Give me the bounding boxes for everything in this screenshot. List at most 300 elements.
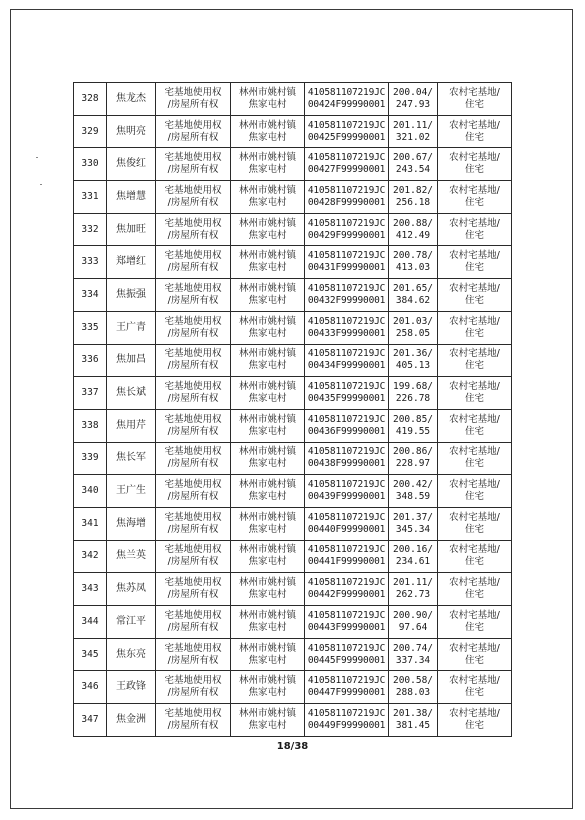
area-line: 384.62 xyxy=(395,294,431,306)
unit-code-line: 410581107219JC xyxy=(307,479,386,491)
area-line: 200.88/ xyxy=(392,217,434,229)
usage-line: 住宅 xyxy=(464,654,484,666)
area-line: 405.13 xyxy=(395,360,431,372)
unit-code-line: 410581107219JC xyxy=(307,381,386,393)
area-line: 200.67/ xyxy=(392,152,434,164)
row-number-line: 344 xyxy=(81,615,99,627)
right-type-line: 宅基地使用权 xyxy=(164,217,222,229)
table-row xyxy=(74,638,512,671)
location-cell xyxy=(231,344,305,377)
row-number-line: 335 xyxy=(81,321,99,333)
unit-code-line: 410581107219JC xyxy=(307,544,386,556)
owner-name-cell xyxy=(107,311,156,344)
usage-cell xyxy=(438,279,512,312)
row-number-cell xyxy=(74,507,107,540)
location-cell xyxy=(231,409,305,442)
right-type-line: /房屋所有权 xyxy=(167,425,219,437)
right-type-cell xyxy=(156,409,231,442)
row-number-line: 345 xyxy=(81,648,99,660)
usage-cell xyxy=(438,442,512,475)
owner-name-cell xyxy=(107,606,156,639)
usage-line: 住宅 xyxy=(464,687,484,699)
row-number-line: 337 xyxy=(81,387,99,399)
area-line: 200.86/ xyxy=(392,446,434,458)
location-line: 林州市姚村镇 xyxy=(238,315,296,327)
owner-name-cell xyxy=(107,638,156,671)
right-type-line: 宅基地使用权 xyxy=(164,577,222,589)
right-type-line: /房屋所有权 xyxy=(167,164,219,176)
table-row xyxy=(74,671,512,704)
owner-name-cell xyxy=(107,671,156,704)
right-type-line: /房屋所有权 xyxy=(167,458,219,470)
row-number-cell xyxy=(74,213,107,246)
area-line: 201.38/ xyxy=(392,707,434,719)
right-type-line: 宅基地使用权 xyxy=(164,609,222,621)
unit-code-line: 410581107219JC xyxy=(307,446,386,458)
usage-line: 住宅 xyxy=(464,425,484,437)
table-body xyxy=(74,83,512,737)
right-type-cell xyxy=(156,540,231,573)
row-number-cell xyxy=(74,311,107,344)
usage-line: 住宅 xyxy=(464,491,484,503)
usage-line: 农村宅基地/ xyxy=(449,675,500,687)
row-number-cell xyxy=(74,377,107,410)
unit-code-line: 00434F99990001 xyxy=(307,360,386,372)
usage-line: 农村宅基地/ xyxy=(449,282,500,294)
area-cell xyxy=(389,181,438,214)
unit-code-cell xyxy=(305,409,389,442)
area-line: 256.18 xyxy=(395,196,431,208)
area-line: 200.16/ xyxy=(392,544,434,556)
location-line: 焦家屯村 xyxy=(248,196,287,208)
area-line: 228.97 xyxy=(395,458,431,470)
location-line: 林州市姚村镇 xyxy=(238,250,296,262)
usage-line: 住宅 xyxy=(464,294,484,306)
usage-line: 农村宅基地/ xyxy=(449,544,500,556)
area-line: 234.61 xyxy=(395,556,431,568)
unit-code-line: 410581107219JC xyxy=(307,250,386,262)
usage-line: 住宅 xyxy=(464,621,484,633)
area-line: 201.36/ xyxy=(392,348,434,360)
location-line: 焦家屯村 xyxy=(248,523,287,535)
table-row xyxy=(74,246,512,279)
table-row xyxy=(74,606,512,639)
right-type-cell xyxy=(156,475,231,508)
owner-name-line: 焦明亮 xyxy=(116,125,146,137)
unit-code-line: 410581107219JC xyxy=(307,119,386,131)
right-type-line: 宅基地使用权 xyxy=(164,479,222,491)
usage-cell xyxy=(438,573,512,606)
location-cell xyxy=(231,606,305,639)
location-line: 林州市姚村镇 xyxy=(238,152,296,164)
table-row xyxy=(74,409,512,442)
unit-code-line: 00436F99990001 xyxy=(307,425,386,437)
location-cell xyxy=(231,311,305,344)
table-row xyxy=(74,148,512,181)
right-type-line: /房屋所有权 xyxy=(167,327,219,339)
table-row xyxy=(74,279,512,312)
row-number-cell xyxy=(74,279,107,312)
usage-cell xyxy=(438,704,512,737)
right-type-cell xyxy=(156,148,231,181)
location-line: 焦家屯村 xyxy=(248,164,287,176)
location-line: 林州市姚村镇 xyxy=(238,707,296,719)
owner-name-line: 焦用芹 xyxy=(116,419,146,431)
area-line: 200.74/ xyxy=(392,642,434,654)
usage-cell xyxy=(438,344,512,377)
area-line: 201.37/ xyxy=(392,511,434,523)
owner-name-cell xyxy=(107,442,156,475)
location-line: 焦家屯村 xyxy=(248,131,287,143)
area-cell xyxy=(389,507,438,540)
unit-code-line: 00428F99990001 xyxy=(307,196,386,208)
unit-code-cell xyxy=(305,704,389,737)
unit-code-line: 410581107219JC xyxy=(307,675,386,687)
right-type-line: 宅基地使用权 xyxy=(164,119,222,131)
area-cell xyxy=(389,704,438,737)
usage-line: 住宅 xyxy=(464,164,484,176)
owner-name-cell xyxy=(107,344,156,377)
location-line: 林州市姚村镇 xyxy=(238,609,296,621)
unit-code-line: 410581107219JC xyxy=(307,282,386,294)
unit-code-line: 00427F99990001 xyxy=(307,164,386,176)
row-number-line: 334 xyxy=(81,288,99,300)
unit-code-cell xyxy=(305,638,389,671)
table-row xyxy=(74,475,512,508)
unit-code-line: 00441F99990001 xyxy=(307,556,386,568)
area-line: 200.58/ xyxy=(392,675,434,687)
usage-line: 住宅 xyxy=(464,556,484,568)
scan-speck xyxy=(36,157,38,158)
area-line: 97.64 xyxy=(398,621,428,633)
owner-name-line: 焦金洲 xyxy=(116,713,146,725)
table-row xyxy=(74,213,512,246)
location-line: 林州市姚村镇 xyxy=(238,217,296,229)
area-line: 243.54 xyxy=(395,164,431,176)
unit-code-cell xyxy=(305,311,389,344)
owner-name-line: 焦振强 xyxy=(116,288,146,300)
usage-line: 住宅 xyxy=(464,458,484,470)
right-type-line: /房屋所有权 xyxy=(167,294,219,306)
area-line: 413.03 xyxy=(395,262,431,274)
area-line: 381.45 xyxy=(395,719,431,731)
location-line: 焦家屯村 xyxy=(248,654,287,666)
location-line: 林州市姚村镇 xyxy=(238,446,296,458)
row-number-line: 330 xyxy=(81,158,99,170)
owner-name-cell xyxy=(107,409,156,442)
unit-code-line: 00440F99990001 xyxy=(307,523,386,535)
right-type-line: 宅基地使用权 xyxy=(164,413,222,425)
row-number-line: 328 xyxy=(81,92,99,104)
usage-cell xyxy=(438,638,512,671)
row-number-line: 332 xyxy=(81,223,99,235)
owner-name-line: 郑增红 xyxy=(116,256,146,268)
right-type-line: 宅基地使用权 xyxy=(164,642,222,654)
usage-line: 农村宅基地/ xyxy=(449,511,500,523)
owner-name-cell xyxy=(107,213,156,246)
owner-name-line: 焦海增 xyxy=(116,517,146,529)
table-row xyxy=(74,344,512,377)
table-row xyxy=(74,311,512,344)
table-row xyxy=(74,507,512,540)
area-line: 258.05 xyxy=(395,327,431,339)
unit-code-line: 00438F99990001 xyxy=(307,458,386,470)
usage-cell xyxy=(438,409,512,442)
owner-name-line: 王政锋 xyxy=(116,681,146,693)
unit-code-line: 410581107219JC xyxy=(307,413,386,425)
usage-line: 住宅 xyxy=(464,262,484,274)
owner-name-line: 焦龙杰 xyxy=(116,92,146,104)
location-line: 焦家屯村 xyxy=(248,327,287,339)
area-line: 201.11/ xyxy=(392,119,434,131)
owner-name-cell xyxy=(107,507,156,540)
unit-code-line: 00443F99990001 xyxy=(307,621,386,633)
unit-code-line: 410581107219JC xyxy=(307,642,386,654)
page-number: 18/38 xyxy=(276,741,309,752)
usage-line: 住宅 xyxy=(464,131,484,143)
right-type-cell xyxy=(156,181,231,214)
row-number-cell xyxy=(74,606,107,639)
right-type-line: /房屋所有权 xyxy=(167,393,219,405)
area-line: 200.04/ xyxy=(392,86,434,98)
right-type-line: 宅基地使用权 xyxy=(164,381,222,393)
unit-code-line: 410581107219JC xyxy=(307,707,386,719)
unit-code-line: 410581107219JC xyxy=(307,609,386,621)
owner-name-cell xyxy=(107,475,156,508)
area-line: 200.42/ xyxy=(392,479,434,491)
usage-line: 住宅 xyxy=(464,229,484,241)
unit-code-cell xyxy=(305,181,389,214)
usage-line: 农村宅基地/ xyxy=(449,348,500,360)
area-cell xyxy=(389,213,438,246)
unit-code-cell xyxy=(305,115,389,148)
unit-code-line: 410581107219JC xyxy=(307,152,386,164)
owner-name-line: 焦苏凤 xyxy=(116,583,146,595)
location-line: 焦家屯村 xyxy=(248,98,287,110)
row-number-line: 340 xyxy=(81,485,99,497)
unit-code-line: 00432F99990001 xyxy=(307,294,386,306)
owner-name-line: 焦长斌 xyxy=(116,387,146,399)
right-type-line: 宅基地使用权 xyxy=(164,152,222,164)
location-cell xyxy=(231,246,305,279)
table-row xyxy=(74,442,512,475)
unit-code-line: 00431F99990001 xyxy=(307,262,386,274)
usage-line: 农村宅基地/ xyxy=(449,707,500,719)
right-type-line: /房屋所有权 xyxy=(167,523,219,535)
location-line: 焦家屯村 xyxy=(248,687,287,699)
unit-code-cell xyxy=(305,442,389,475)
owner-name-line: 王广青 xyxy=(116,321,146,333)
right-type-cell xyxy=(156,507,231,540)
owner-name-line: 焦俊红 xyxy=(116,158,146,170)
row-number-cell xyxy=(74,181,107,214)
area-cell xyxy=(389,311,438,344)
unit-code-cell xyxy=(305,279,389,312)
area-cell xyxy=(389,279,438,312)
right-type-cell xyxy=(156,704,231,737)
row-number-line: 338 xyxy=(81,419,99,431)
usage-cell xyxy=(438,83,512,116)
row-number-cell xyxy=(74,442,107,475)
area-cell xyxy=(389,409,438,442)
usage-line: 住宅 xyxy=(464,393,484,405)
unit-code-cell xyxy=(305,475,389,508)
owner-name-cell xyxy=(107,148,156,181)
location-line: 林州市姚村镇 xyxy=(238,184,296,196)
location-cell xyxy=(231,213,305,246)
usage-line: 农村宅基地/ xyxy=(449,152,500,164)
owner-name-cell xyxy=(107,246,156,279)
unit-code-line: 00429F99990001 xyxy=(307,229,386,241)
location-cell xyxy=(231,671,305,704)
location-cell xyxy=(231,148,305,181)
owner-name-cell xyxy=(107,377,156,410)
usage-cell xyxy=(438,606,512,639)
location-cell xyxy=(231,279,305,312)
unit-code-line: 00424F99990001 xyxy=(307,98,386,110)
location-line: 焦家屯村 xyxy=(248,425,287,437)
usage-line: 农村宅基地/ xyxy=(449,413,500,425)
usage-line: 住宅 xyxy=(464,327,484,339)
usage-line: 农村宅基地/ xyxy=(449,446,500,458)
location-line: 林州市姚村镇 xyxy=(238,577,296,589)
area-line: 262.73 xyxy=(395,589,431,601)
owner-name-cell xyxy=(107,83,156,116)
right-type-line: 宅基地使用权 xyxy=(164,446,222,458)
owner-name-line: 焦兰英 xyxy=(116,550,146,562)
area-cell xyxy=(389,540,438,573)
scan-speck xyxy=(40,184,42,185)
row-number-line: 347 xyxy=(81,713,99,725)
unit-code-line: 00449F99990001 xyxy=(307,719,386,731)
usage-line: 住宅 xyxy=(464,196,484,208)
owner-name-line: 焦东亮 xyxy=(116,648,146,660)
area-line: 201.65/ xyxy=(392,282,434,294)
unit-code-line: 00445F99990001 xyxy=(307,654,386,666)
location-cell xyxy=(231,704,305,737)
unit-code-cell xyxy=(305,83,389,116)
row-number-cell xyxy=(74,475,107,508)
area-cell xyxy=(389,638,438,671)
unit-code-line: 00442F99990001 xyxy=(307,589,386,601)
row-number-line: 343 xyxy=(81,583,99,595)
right-type-line: 宅基地使用权 xyxy=(164,86,222,98)
row-number-line: 346 xyxy=(81,681,99,693)
area-line: 200.78/ xyxy=(392,250,434,262)
area-cell xyxy=(389,573,438,606)
location-cell xyxy=(231,573,305,606)
right-type-line: /房屋所有权 xyxy=(167,556,219,568)
usage-line: 农村宅基地/ xyxy=(449,184,500,196)
row-number-line: 339 xyxy=(81,452,99,464)
table-row xyxy=(74,704,512,737)
row-number-cell xyxy=(74,671,107,704)
area-cell xyxy=(389,606,438,639)
location-line: 焦家屯村 xyxy=(248,621,287,633)
location-cell xyxy=(231,83,305,116)
row-number-line: 333 xyxy=(81,256,99,268)
unit-code-line: 410581107219JC xyxy=(307,86,386,98)
location-line: 林州市姚村镇 xyxy=(238,86,296,98)
location-line: 焦家屯村 xyxy=(248,491,287,503)
usage-line: 住宅 xyxy=(464,98,484,110)
right-type-cell xyxy=(156,606,231,639)
location-line: 林州市姚村镇 xyxy=(238,642,296,654)
unit-code-cell xyxy=(305,606,389,639)
owner-name-line: 焦加昌 xyxy=(116,354,146,366)
right-type-line: /房屋所有权 xyxy=(167,360,219,372)
right-type-line: /房屋所有权 xyxy=(167,196,219,208)
location-line: 林州市姚村镇 xyxy=(238,511,296,523)
usage-line: 住宅 xyxy=(464,360,484,372)
location-cell xyxy=(231,181,305,214)
usage-line: 农村宅基地/ xyxy=(449,315,500,327)
location-cell xyxy=(231,377,305,410)
area-cell xyxy=(389,671,438,704)
usage-line: 农村宅基地/ xyxy=(449,217,500,229)
right-type-line: 宅基地使用权 xyxy=(164,315,222,327)
location-line: 焦家屯村 xyxy=(248,262,287,274)
area-line: 199.68/ xyxy=(392,381,434,393)
table-row xyxy=(74,540,512,573)
row-number-cell xyxy=(74,246,107,279)
unit-code-cell xyxy=(305,213,389,246)
right-type-cell xyxy=(156,311,231,344)
right-type-cell xyxy=(156,115,231,148)
right-type-cell xyxy=(156,671,231,704)
owner-name-cell xyxy=(107,279,156,312)
row-number-line: 329 xyxy=(81,125,99,137)
row-number-cell xyxy=(74,344,107,377)
location-line: 林州市姚村镇 xyxy=(238,479,296,491)
right-type-line: 宅基地使用权 xyxy=(164,282,222,294)
right-type-cell xyxy=(156,638,231,671)
location-line: 林州市姚村镇 xyxy=(238,282,296,294)
location-line: 焦家屯村 xyxy=(248,229,287,241)
usage-cell xyxy=(438,377,512,410)
owner-name-cell xyxy=(107,115,156,148)
area-cell xyxy=(389,475,438,508)
location-line: 林州市姚村镇 xyxy=(238,544,296,556)
area-line: 321.02 xyxy=(395,131,431,143)
unit-code-line: 410581107219JC xyxy=(307,348,386,360)
location-line: 林州市姚村镇 xyxy=(238,348,296,360)
right-type-line: /房屋所有权 xyxy=(167,262,219,274)
right-type-line: /房屋所有权 xyxy=(167,621,219,633)
usage-cell xyxy=(438,540,512,573)
registration-table xyxy=(73,82,512,737)
table-row xyxy=(74,83,512,116)
right-type-line: 宅基地使用权 xyxy=(164,250,222,262)
row-number-cell xyxy=(74,704,107,737)
row-number-line: 341 xyxy=(81,517,99,529)
location-line: 林州市姚村镇 xyxy=(238,413,296,425)
unit-code-line: 00447F99990001 xyxy=(307,687,386,699)
owner-name-line: 常江平 xyxy=(116,615,146,627)
owner-name-cell xyxy=(107,181,156,214)
usage-cell xyxy=(438,475,512,508)
location-line: 焦家屯村 xyxy=(248,589,287,601)
row-number-cell xyxy=(74,638,107,671)
location-cell xyxy=(231,442,305,475)
unit-code-cell xyxy=(305,540,389,573)
right-type-line: /房屋所有权 xyxy=(167,687,219,699)
usage-cell xyxy=(438,507,512,540)
owner-name-cell xyxy=(107,573,156,606)
usage-line: 住宅 xyxy=(464,589,484,601)
unit-code-line: 00435F99990001 xyxy=(307,393,386,405)
table-row xyxy=(74,181,512,214)
